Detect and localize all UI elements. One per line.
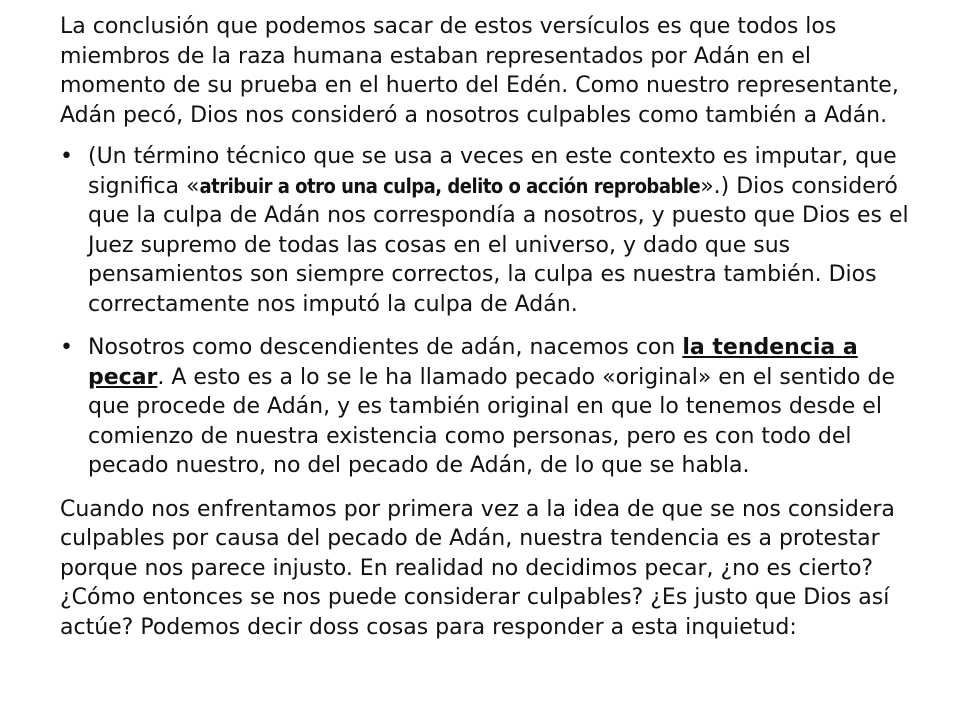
bullet-imputar [60, 142, 920, 319]
bullet-text-before: (Un término técnico que se usa a veces en este contexto es imputar, que significa « [88, 144, 897, 199]
slide-body [60, 12, 920, 642]
bullet-text-after: . A esto es a lo se le ha llamado pecado «original» en el sentido de que procede de Adán, y es también original en que lo tenemos desde el comienzo de nuestra existencia como personas, pero es con todo del pecado nuestro, no del pecado de Adán, de lo que se habla. [88, 364, 895, 478]
bullet-marker: • [60, 335, 73, 360]
underlined-phrase: la tendencia a pecar [88, 335, 858, 390]
bullet-definition-emphasis: atribuir a otro una culpa, delito o acción reprobable [199, 173, 701, 198]
bullet-text-before: Nosotros como descendientes de adán, nacemos con [88, 335, 683, 360]
bullet-text-after: ».) Dios consideró que la culpa de Adán nos correspondía a nosotros, y puesto que Dios es el Juez supremo de todas las cosas en el universo, y dado que sus pensamientos son siempre correctos, la culpa es nuestra también. Dios correctamente nos imputó la culpa de Adán. [88, 173, 909, 317]
intro-paragraph: La conclusión que podemos sacar de estos versículos es que todos los miembros de la raza humana estaban representados por Adán en el momento de su prueba en el huerto del Edén. Como nuestro representante, Adán pecó, Dios nos consideró a nosotros culpables como también a Adán. [60, 14, 899, 128]
bullet-pecado-original [60, 333, 920, 481]
bullet-marker: • [60, 144, 73, 169]
final-paragraph: Cuando nos enfrentamos por primera vez a la idea de que se nos considera culpables por causa del pecado de Adán, nuestra tendencia es a protestar porque nos parece injusto. En realidad no decidimos pecar, ¿no es cierto? ¿Cómo entonces se nos puede considerar culpables? ¿Es justo que Dios así actúe? Podemos decir doss cosas para responder a esta inquietud: [60, 496, 895, 640]
